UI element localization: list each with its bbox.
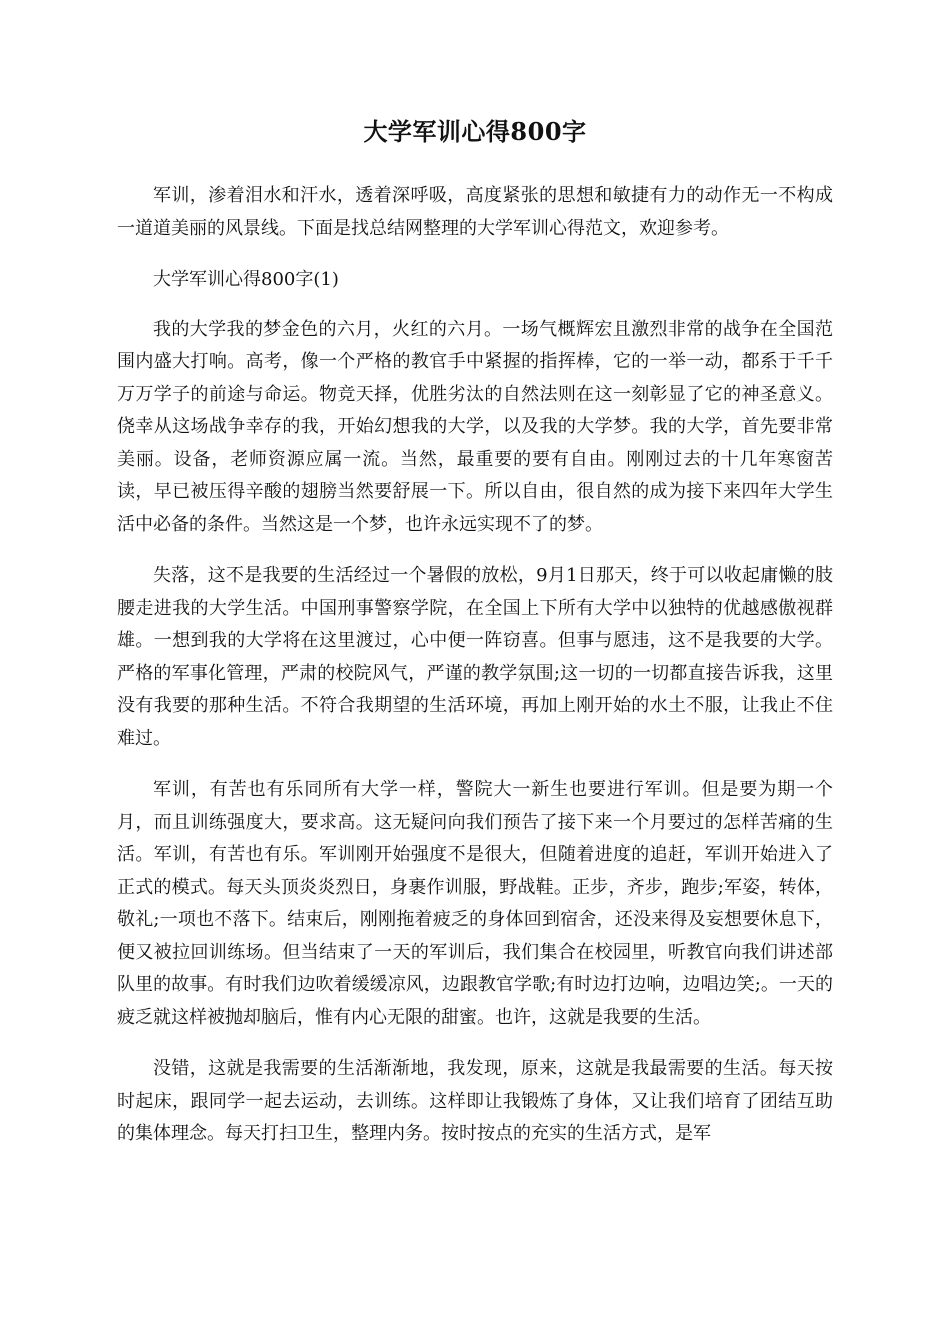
body-paragraph-2: 失落，这不是我要的生活经过一个暑假的放松，9月1日那天，终于可以收起庸懒的肢腰走进我的大学生活。中国刑事警察学院，在全国上下所有大学中以独特的优越感傲视群雄。一想到我的大学将在这里渡过，心中便一阵窃喜。但事与愿违，这不是我要的大学。严格的军事化管理，严肃的校院风气，严谨的教学氛围;这一切的一切都直接告诉我，这里没有我要的那种生活。不符合我期望的生活环境，再加上刚开始的水土不服，让我止不住难过。 xyxy=(117,565,833,749)
body-paragraph-4: 没错，这就是我需要的生活渐渐地，我发现，原来，这就是我最需要的生活。每天按时起床，跟同学一起去运动，去训练。这样即让我锻炼了身体，又让我们培育了团结互助的集体理念。每天打扫卫生，整理内务。按时按点的充实的生活方式，是军 xyxy=(117,1058,833,1144)
intro-paragraph: 军训，渗着泪水和汗水，透着深呼吸，高度紧张的思想和敏捷有力的动作无一不构成一道道美丽的风景线。下面是找总结网整理的大学军训心得范文，欢迎参考。 xyxy=(117,185,833,239)
body-paragraph-1: 我的大学我的梦金色的六月，火红的六月。一场气概辉宏且激烈非常的战争在全国范围内盛大打响。高考，像一个严格的教官手中紧握的指挥棒，它的一举一动，都系于千千万万学子的前途与命运。物竞天择，优胜劣汰的自然法则在这一刻彰显了它的神圣意义。侥幸从这场战争幸存的我，开始幻想我的大学，以及我的大学梦。我的大学，首先要非常美丽。设备，老师资源应属一流。当然，最重要的要有自由。刚刚过去的十几年寒窗苦读，早已被压得辛酸的翅膀当然要舒展一下。所以自由，很自然的成为接下来四年大学生活中必备的条件。当然这是一个梦，也许永远实现不了的梦。 xyxy=(117,318,833,535)
document-body xyxy=(117,180,833,1170)
body-paragraph-3: 军训，有苦也有乐同所有大学一样，警院大一新生也要进行军训。但是要为期一个月，而且训练强度大，要求高。这无疑问向我们预告了接下来一个月要过的怎样苦痛的生活。军训，有苦也有乐。军训刚开始强度不是很大，但随着进度的追赶，军训开始进入了正式的模式。每天头顶炎炎烈日，身裹作训服，野战鞋。正步，齐步，跑步;军姿，转体，敬礼;一项也不落下。结束后，刚刚拖着疲乏的身体回到宿舍，还没来得及妄想要休息下，便又被拉回训练场。但当结束了一天的军训后，我们集合在校园里，听教官向我们讲述部队里的故事。有时我们边吹着缓缓凉风，边跟教官学歌;有时边打边响，边唱边笑;。一天的疲乏就这样被抛却脑后，惟有内心无限的甜蜜。也许，这就是我要的生活。 xyxy=(117,779,833,1028)
document-title: 大学军训心得800字 xyxy=(363,117,587,146)
section-heading: 大学军训心得800字(1) xyxy=(153,269,339,290)
